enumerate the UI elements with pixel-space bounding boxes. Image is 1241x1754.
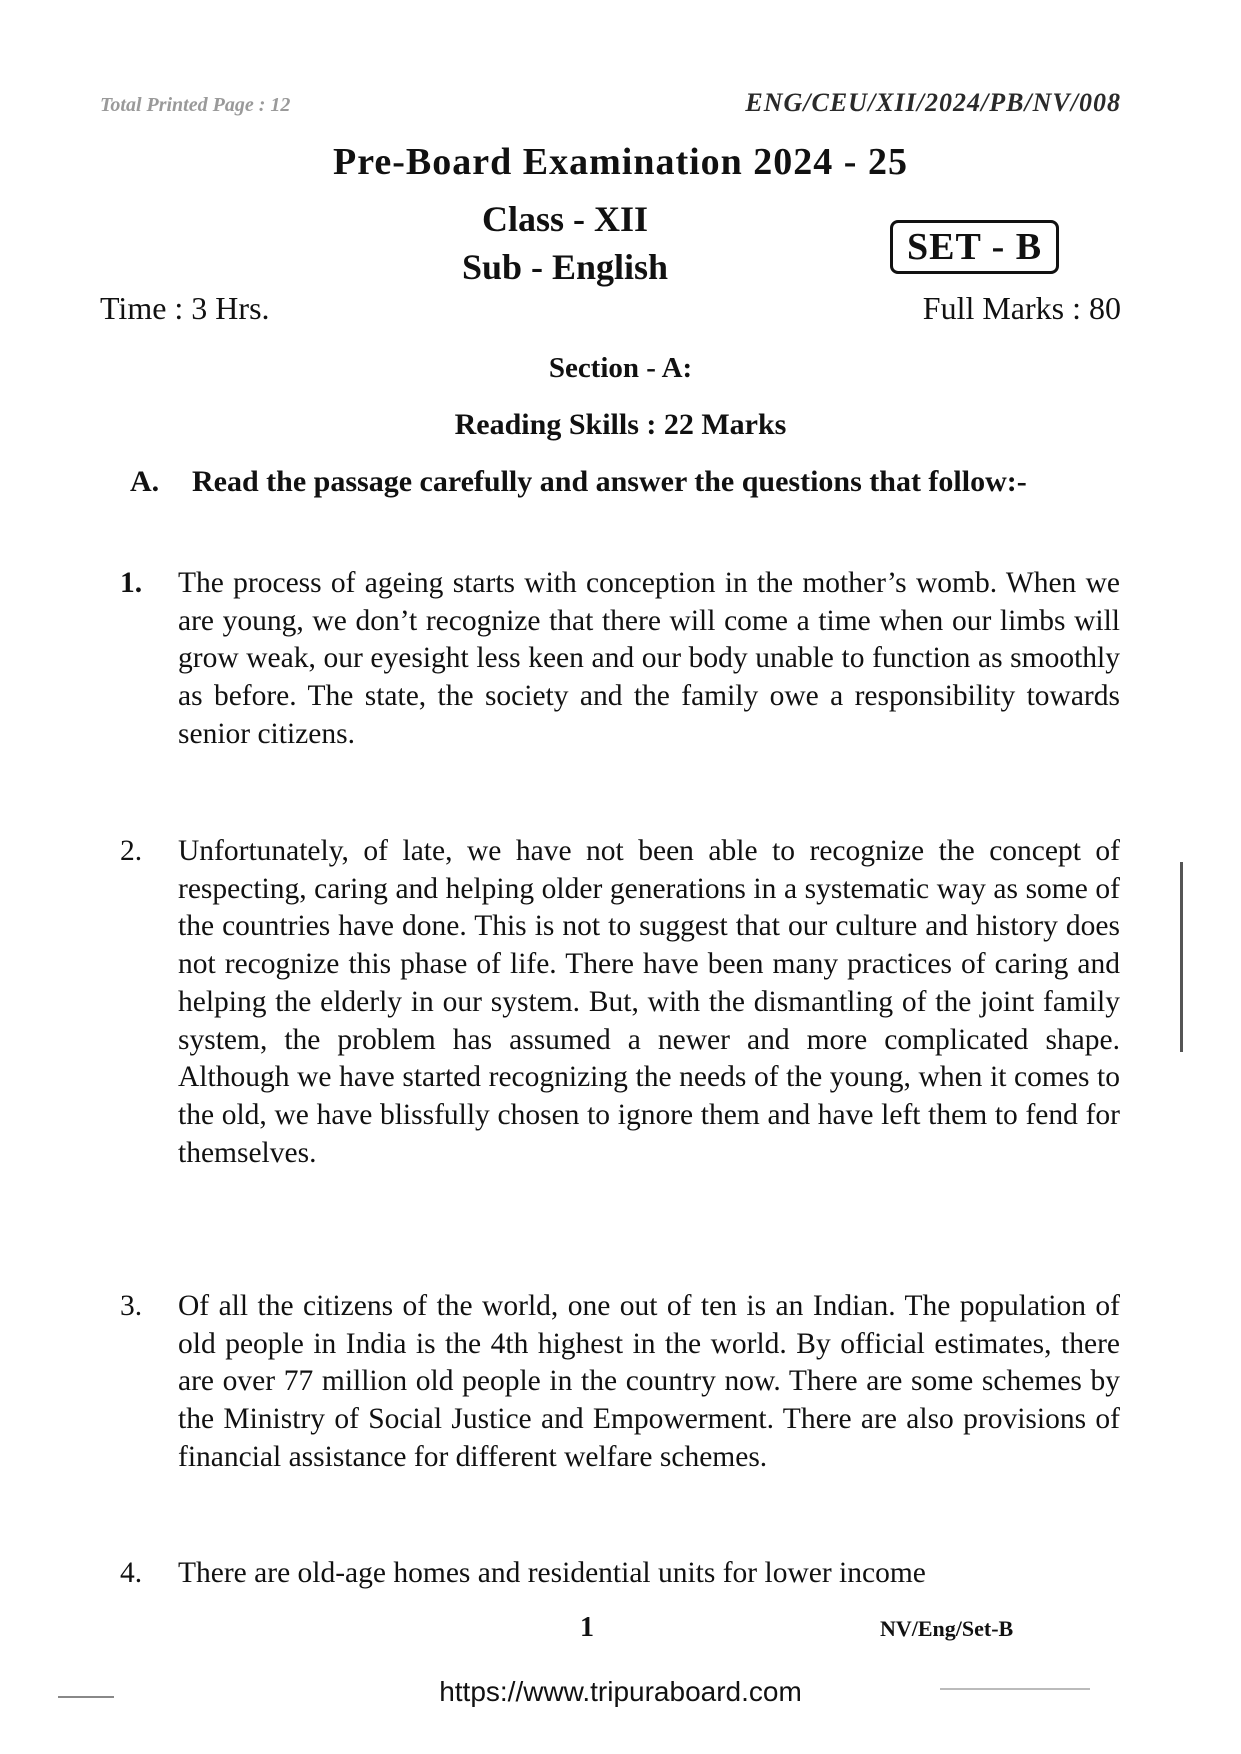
- instruction-letter: A.: [130, 465, 160, 498]
- paragraph-number: 1.: [120, 567, 143, 599]
- passage-paragraph: [120, 1555, 1120, 1593]
- class-line: Class - XII: [481, 199, 649, 239]
- page-number: 1: [580, 1612, 594, 1643]
- paper-code: ENG/CEU/XII/2024/PB/NV/008: [745, 88, 1121, 117]
- paragraph-text: Of all the citizens of the world, one out of ten is an Indian. The population of old people in India is the 4th highest in the world. By official estimates, there are over 77 million old people in the country now. There are some schemes by the Ministry of Social Justice and Empowerment. There are also provisions of financial assistance for different welfare schemes.: [178, 1290, 1120, 1473]
- scan-margin-line: [1180, 862, 1183, 1052]
- section-subheading: Reading Skills : 22 Marks: [454, 408, 787, 441]
- paragraph-number: 2.: [120, 835, 143, 867]
- footer-divider: [58, 1696, 114, 1698]
- source-url[interactable]: https://www.tripuraboard.com: [439, 1676, 802, 1707]
- footer-code: NV/Eng/Set-B: [880, 1616, 1014, 1641]
- paragraph-text: Unfortunately, of late, we have not been able to recognize the concept of respecting, caring and helping older generations in a systematic way as some of the countries have done. This is not to suggest that our culture and history does not recognize this phase of life. There have been many practices of caring and helping the elderly in our system. But, with the dismantling of the joint family system, the problem has assumed a newer and more complicated shape. Although we have started recognizing the needs of the young, when it comes to the old, we have blissfully chosen to ignore them and have left them to fend for themselves.: [178, 835, 1120, 1169]
- question-instruction: [130, 462, 1120, 502]
- subject-line: Sub - English: [461, 247, 669, 287]
- time-allowed: Time : 3 Hrs.: [100, 290, 270, 326]
- passage-paragraph: [120, 833, 1120, 1172]
- passage-paragraph: [120, 565, 1120, 754]
- instruction-text: Read the passage carefully and answer the questions that follow:-: [192, 465, 1027, 498]
- full-marks: Full Marks : 80: [922, 290, 1121, 326]
- passage-paragraph: [120, 1288, 1120, 1477]
- paragraph-number: 4.: [120, 1557, 143, 1589]
- footer-divider: [940, 1688, 1090, 1690]
- exam-title: Pre-Board Examination 2024 - 25: [333, 141, 908, 183]
- printed-page-count: Total Printed Page : 12: [100, 94, 291, 116]
- paragraph-text: There are old-age homes and residential units for lower income: [178, 1557, 926, 1589]
- paragraph-text: The process of ageing starts with conception in the mother’s womb. When we are young, we don’t recognize that there will come a time when our limbs will grow weak, our eyesight less keen and our body unable to function as smoothly as before. The state, the society and the family owe a responsibility towards senior citizens.: [178, 567, 1120, 750]
- set-badge: SET - B: [890, 220, 1059, 274]
- paragraph-number: 3.: [120, 1290, 143, 1322]
- section-heading: Section - A:: [548, 352, 693, 384]
